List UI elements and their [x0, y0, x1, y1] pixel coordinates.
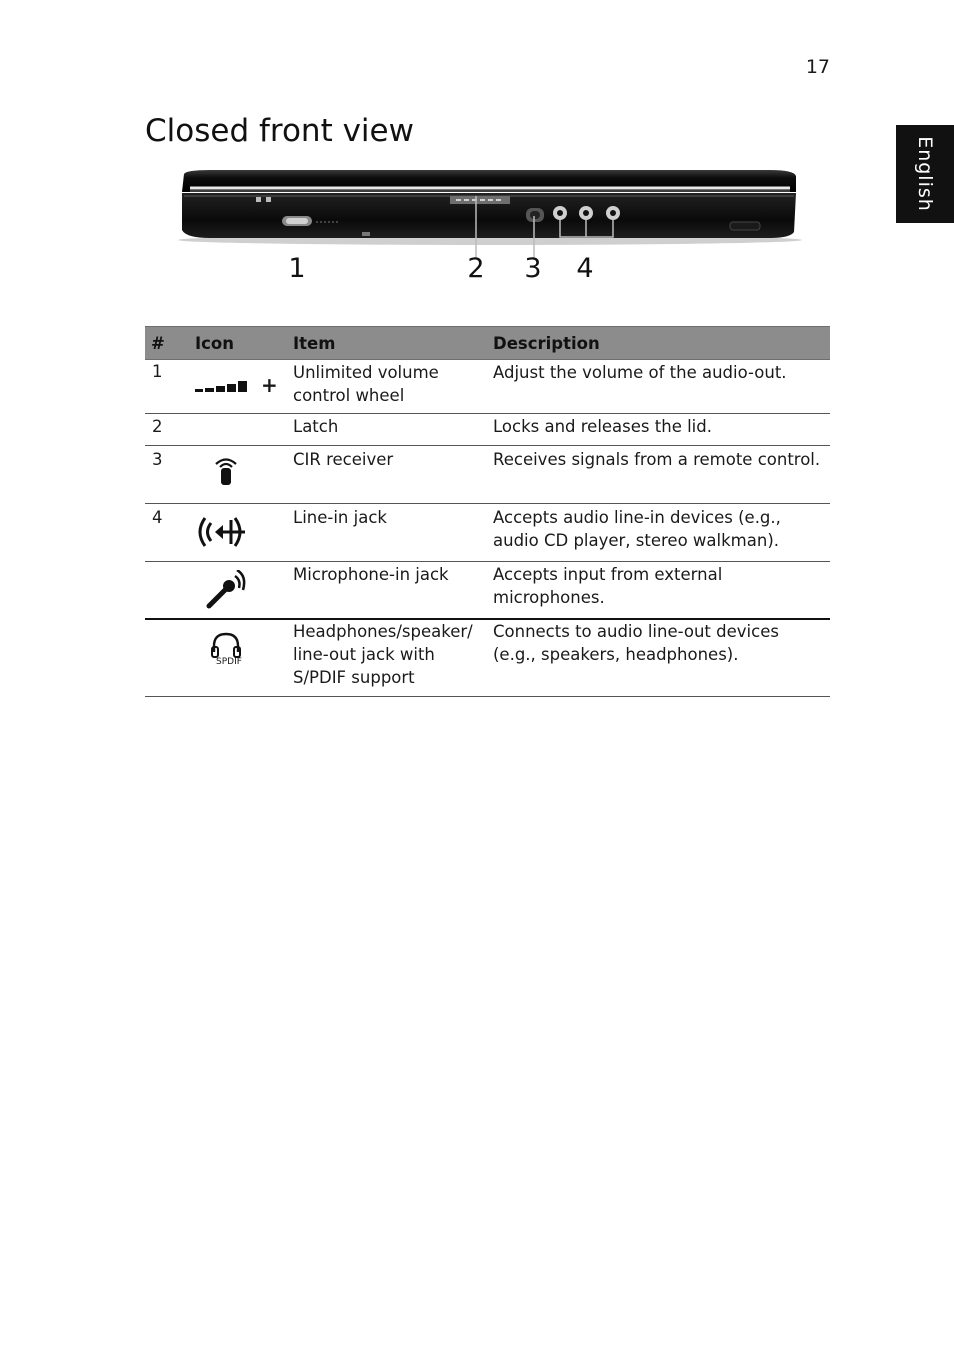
row-description: Locks and releases the lid. [487, 414, 830, 446]
header-description: Description [487, 327, 830, 360]
volume-plus-sign: + [261, 373, 278, 397]
microphone-icon [205, 570, 281, 610]
row-number [145, 619, 189, 697]
table-row [145, 446, 830, 504]
row-number: 4 [145, 504, 189, 562]
row-item: CIR receiver [287, 446, 487, 504]
spdif-label: SPDIF [216, 656, 242, 667]
callout-4: 4 [576, 253, 594, 284]
row-item: Latch [287, 414, 487, 446]
volume-wheel-icon [195, 374, 281, 397]
row-icon-cell [189, 360, 287, 414]
table-row [145, 504, 830, 562]
row-number: 2 [145, 414, 189, 446]
callout-3: 3 [524, 253, 542, 284]
language-tab-label: English [914, 136, 936, 212]
row-description: Accepts input from external microphones. [487, 562, 830, 619]
header-item: Item [287, 327, 487, 360]
cir-receiver-icon [213, 456, 281, 486]
row-icon-cell [189, 562, 287, 619]
row-item: Headphones/speaker/ line-out jack with S/PDIF support [287, 619, 487, 697]
callout-2: 2 [467, 253, 485, 284]
table-row [145, 619, 830, 697]
page-number: 17 [805, 56, 830, 78]
row-icon-cell [189, 504, 287, 562]
row-description: Accepts audio line-in devices (e.g., audio CD player, stereo walkman). [487, 504, 830, 562]
ports-table [145, 326, 830, 697]
row-item: Unlimited volume control wheel [287, 360, 487, 414]
headphones-spdif-icon [209, 632, 249, 667]
header-icon: Icon [189, 327, 287, 360]
callout-1: 1 [288, 253, 306, 284]
row-description: Connects to audio line-out devices (e.g., speakers, headphones). [487, 619, 830, 697]
page-title: Closed front view [145, 113, 414, 149]
line-in-icon [197, 514, 281, 550]
table-row [145, 562, 830, 619]
laptop-front-figure [170, 160, 810, 300]
row-icon-cell [189, 619, 287, 697]
row-description: Adjust the volume of the audio-out. [487, 360, 830, 414]
table-header-row [145, 327, 830, 360]
row-number: 3 [145, 446, 189, 504]
row-icon-cell [189, 446, 287, 504]
header-number: # [145, 327, 189, 360]
language-tab [896, 125, 954, 223]
row-item: Line-in jack [287, 504, 487, 562]
row-number [145, 562, 189, 619]
table-row [145, 360, 830, 414]
row-icon-cell [189, 414, 287, 446]
row-description: Receives signals from a remote control. [487, 446, 830, 504]
row-item: Microphone-in jack [287, 562, 487, 619]
table-row [145, 414, 830, 446]
row-number: 1 [145, 360, 189, 414]
